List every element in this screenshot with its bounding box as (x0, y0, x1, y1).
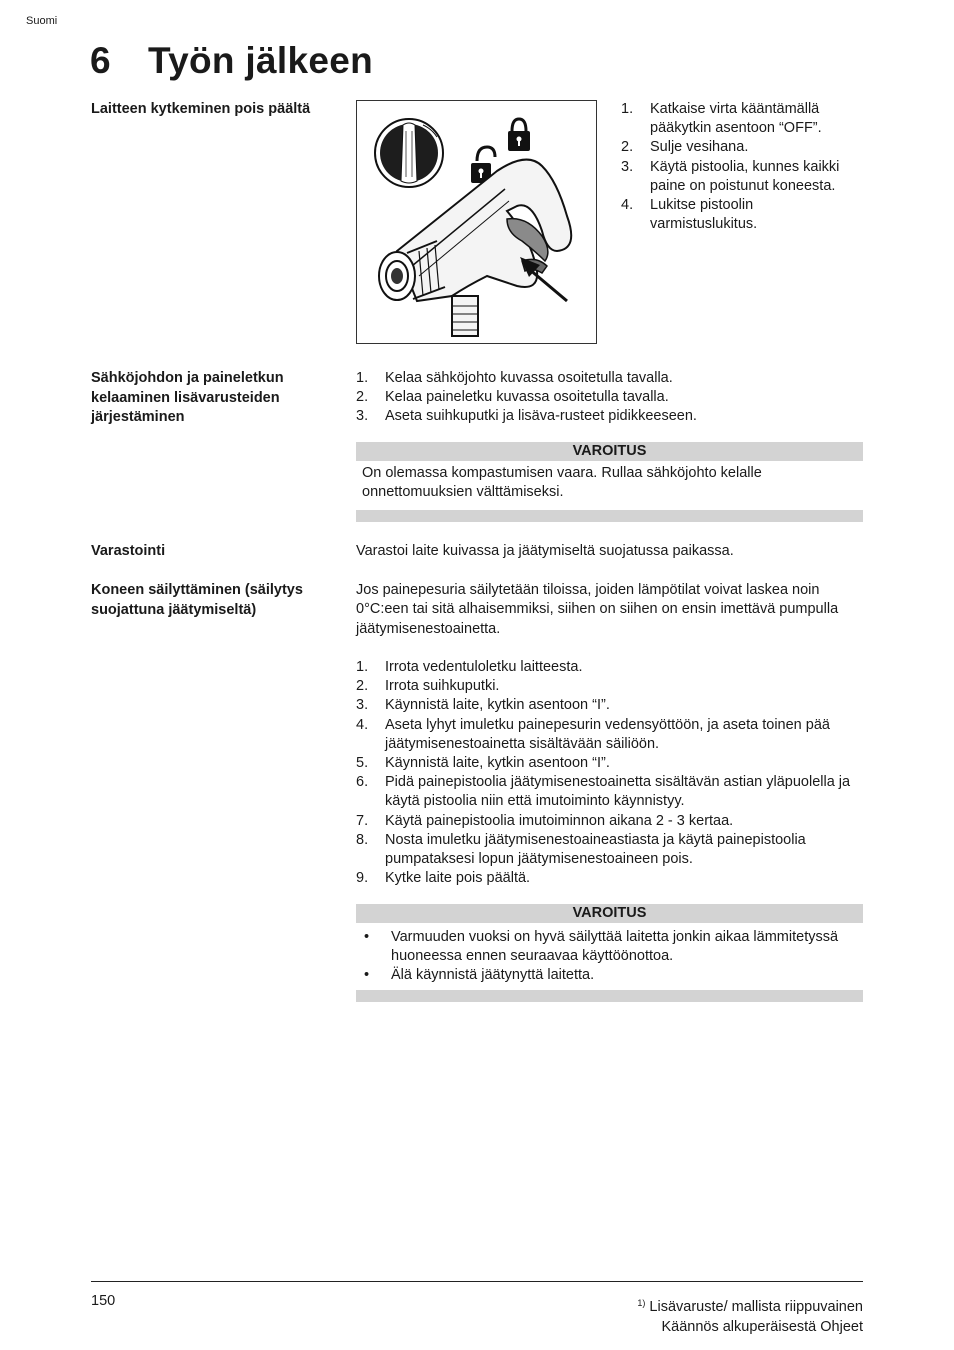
list-item: 8. Nosta imuletku jäätymisenestoaineastiasta ja käytä painepistoolia pumpataksesi lopun jäätymisenestoaineen pois. (356, 831, 806, 868)
footer-divider (91, 1281, 863, 1282)
section-heading-storage: Varastointi (91, 543, 166, 559)
list-item: 3. Käynnistä laite, kytkin asentoon “I”. (356, 697, 610, 714)
section-heading-frost: Koneen säilyttäminen (säilytys suojattuna jäätymiseltä) (91, 582, 303, 618)
list-item: 2. Irrota suihkuputki. (356, 678, 500, 695)
list-item: 1. Irrota vedentuloletku laitteesta. (356, 659, 583, 675)
spray-gun-icon (357, 101, 596, 343)
list-item: • Älä käynnistä jäätynyttä laitetta. (364, 967, 595, 984)
main-switch-dial-icon (375, 119, 443, 187)
list-item: 2. Kelaa paineletku kuvassa osoitetulla tavalla. (356, 389, 669, 406)
chapter-number: 6 (90, 40, 111, 81)
warning-text: On olemassa kompastumisen vaara. Rullaa sähköjohto kelalle onnettomuuksien välttämiseksi. (362, 465, 762, 501)
list-item: 9. Kytke laite pois päältä. (356, 870, 531, 887)
list-item: 1. Kelaa sähköjohto kuvassa osoitetulla tavalla. (356, 370, 673, 386)
translation-note: Käännös alkuperäisestä Ohjeet (661, 1319, 863, 1335)
list-item: 4. Aseta lyhyt imuletku painepesurin vedensyöttöön, ja aseta toinen pää jäätymisenestoainetta sisältävään säiliöön. (356, 716, 830, 752)
frost-intro: Jos painepesuria säilytetään tiloissa, joiden lämpötilat voivat laskea noin 0°C:een tai sitä alhaisemmiksi, siihen on siihen on ensin imettävä pumpulla jäätymisenestoainetta. (356, 582, 839, 637)
section-heading-switch-off: Laitteen kytkeminen pois päältä (91, 101, 311, 117)
language-label: Suomi (26, 15, 58, 27)
footnote (637, 1293, 863, 1317)
list-item: 6. Pidä painepistoolia jäätymisenestoainetta sisältävän astian yläpuolella ja käytä pistoolia niin että imutoiminto käynnistyy. (356, 774, 851, 810)
footer-notes (637, 1293, 863, 1337)
list-item: • Varmuuden vuoksi on hyvä säilyttää laitetta jonkin aikaa lämmitetyssä huoneessa ennen seuraavaa käyttöönottoa. (364, 929, 839, 965)
list-item: 5. Käynnistä laite, kytkin asentoon “I”. (356, 755, 610, 772)
list-item: 2. Sulje vesihana. (621, 139, 749, 156)
list-item: 3. Käytä pistoolia, kunnes kaikki paine on poistunut koneesta. (621, 158, 840, 194)
warning-box-frost (356, 904, 863, 1002)
warning-bottom-bar (356, 990, 863, 1002)
section-heading-cord: Sähköjohdon ja paineletkun kelaaminen lisävarusteiden järjestäminen (91, 370, 284, 425)
footnote-mark: 1) (637, 1298, 646, 1308)
chapter-title-text: Työn jälkeen (148, 40, 373, 81)
list-item: 7. Käytä painepistoolia imutoiminnon aikana 2 - 3 kertaa. (356, 812, 734, 829)
list-item: 3. Aseta suihkuputki ja lisäva-rusteet pidikkeeseen. (356, 408, 697, 425)
spray-gun-figure (356, 100, 597, 344)
list-item: 4. Lukitse pistoolin varmistuslukitus. (621, 197, 758, 233)
page-number: 150 (91, 1293, 116, 1309)
footnote-text: Lisävaruste/ mallista riippuvainen (649, 1299, 863, 1315)
warning-title: VAROITUS (356, 442, 863, 461)
locked-padlock-icon (508, 119, 530, 151)
switch-off-steps (621, 100, 863, 234)
cord-steps (356, 369, 863, 427)
warning-title: VAROITUS (356, 904, 863, 923)
chapter-title (90, 40, 373, 82)
warning-box-cord (356, 442, 863, 522)
frost-steps (356, 658, 863, 888)
warning-list (356, 923, 863, 990)
storage-text: Varastoi laite kuivassa ja jäätymiseltä suojatussa paikassa. (356, 543, 734, 559)
list-item: 1. Katkaise virta kääntämällä pääkytkin asentoon “OFF”. (621, 101, 822, 137)
warning-bottom-bar (356, 510, 863, 522)
